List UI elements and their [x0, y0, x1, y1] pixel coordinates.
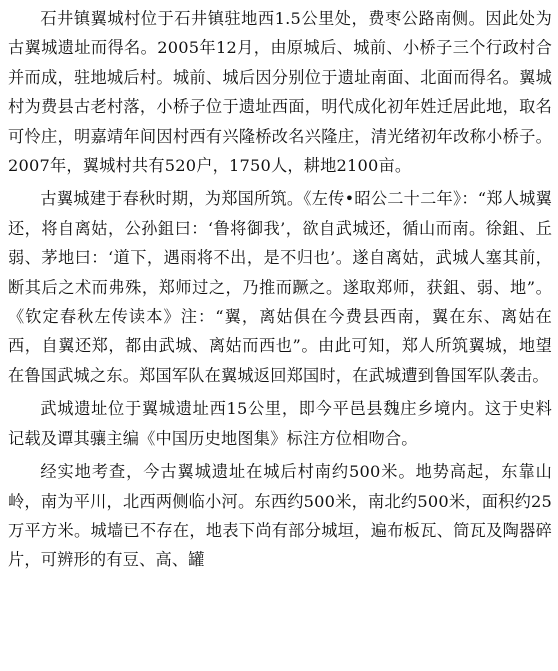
paragraph-3: 武城遗址位于翼城遗址西15公里，即今平邑县魏庄乡境内。这于史料记载及谭其骧主编《中国历史地图集》标注方位相吻合。 [8, 399, 552, 448]
paragraph-2: 古翼城建于春秋时期，为郑国所筑。《左传•昭公二十二年》：“郑人城翼还，将自离姑，公孙鉏曰：‘鲁将御我’，欲自武城还，循山而南。徐鉏、丘弱、茅地曰：‘道下，遇雨将不出，是不归也’。遂自离姑，武城人塞其前，断其后之术而弗殊，郑师过之，乃推而蹶之。遂取郑师，获鉏、弱、地”。《钦定春秋左传读本》注：“翼，离姑俱在今费县西南，翼在东、离姑在西，自翼还郑，都由武城、离姑而西也”。由此可知，郑人所筑翼城，地望在鲁国武城之东。郑国军队在翼城返回郑国时，在武城遭到鲁国军队袭击。 [8, 189, 552, 385]
paragraph-4: 经实地考查，今古翼城遗址在城后村南约500米。地势高起，东靠山岭，南为平川，北西两侧临小河。东西约500米，南北约500米，面积约25万平方米。城墙已不存在，地表下尚有部分城垣，遍布板瓦、筒瓦及陶器碎片，可辨形的有豆、高、罐 [8, 462, 552, 570]
paragraph-1: 石井镇翼城村位于石井镇驻地西1.5公里处，费枣公路南侧。因此处为古翼城遗址而得名。2005年12月，由原城后、城前、小桥子三个行政村合并而成，驻地城后村。城前、城后因分别位于遗址南面、北面而得名。翼城村为费县古老村落，小桥子位于遗址西面，明代成化初年姓迁居此地，取名可怜庄，明嘉靖年间因村西有兴隆桥改名兴隆庄，清光绪初年改称小桥子。2007年，翼城村共有520户，1750人，耕地2100亩。 [8, 9, 552, 176]
document-page [8, 4, 552, 575]
